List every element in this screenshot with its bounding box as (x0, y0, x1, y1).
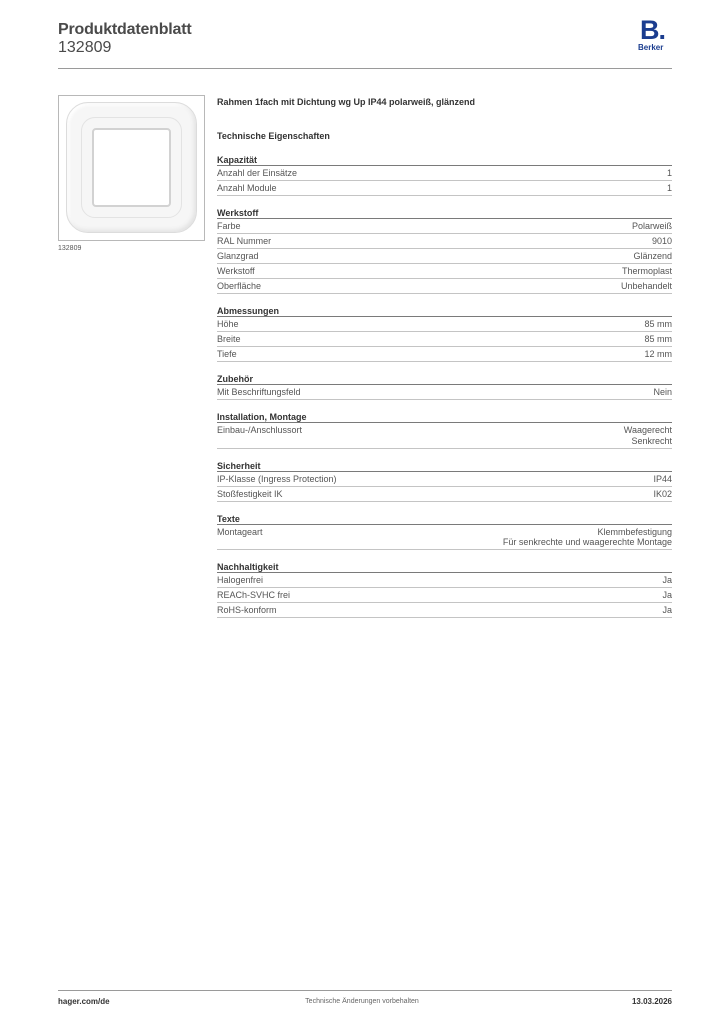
section-title: Sicherheit (217, 460, 672, 472)
footer-divider (58, 990, 672, 991)
spec-section (217, 207, 672, 294)
page-header (58, 15, 672, 70)
spec-label: Farbe (217, 221, 241, 231)
spec-label: RAL Nummer (217, 236, 272, 246)
spec-label: Anzahl Module (217, 183, 277, 193)
spec-value (632, 221, 672, 232)
spec-row (217, 279, 672, 294)
spec-value-line: Ja (662, 605, 672, 615)
spec-label: Montageart (217, 526, 263, 537)
spec-label: REACh-SVHC frei (217, 590, 291, 600)
spec-row (217, 332, 672, 347)
spec-row (217, 588, 672, 603)
spec-value (622, 266, 672, 277)
product-description: Rahmen 1fach mit Dichtung wg Up IP44 polarweiß, glänzend (217, 97, 476, 107)
spec-value (667, 168, 672, 179)
spec-value-line: IP44 (653, 473, 672, 484)
image-caption: 132809 (58, 245, 82, 252)
spec-section (217, 561, 672, 618)
frame-opening (92, 128, 171, 207)
spec-value (633, 251, 672, 262)
spec-value-line: 1 (666, 168, 672, 178)
spec-label: Werkstoff (217, 266, 255, 276)
spec-value-line: IK02 (653, 488, 672, 499)
technical-properties-heading: Technische Eigenschaften (217, 131, 330, 141)
spec-value-line: Nein (653, 387, 672, 397)
spec-label: Mit Beschriftungsfeld (217, 387, 301, 397)
berker-logo (638, 17, 672, 55)
spec-section (217, 460, 672, 502)
spec-label: Tiefe (217, 349, 237, 359)
product-image (58, 95, 205, 241)
spec-label: IP-Klasse (Ingress Protection) (217, 473, 337, 484)
spec-value-line: Für senkrechte und waagerechte Montage (502, 537, 672, 547)
spec-value (662, 605, 672, 616)
spec-label: Glanzgrad (217, 251, 259, 261)
section-title: Nachhaltigkeit (217, 561, 672, 573)
spec-label: Halogenfrei (217, 575, 264, 585)
spec-value (667, 183, 672, 194)
spec-value-line: 85 mm (644, 319, 672, 329)
spec-value-line: Polarweiß (631, 221, 672, 231)
spec-section (217, 373, 672, 400)
section-title: Installation, Montage (217, 411, 672, 423)
spec-row (217, 603, 672, 618)
footer-website[interactable]: hager.com/de (58, 997, 110, 1006)
spec-row (217, 317, 672, 332)
specification-content (217, 95, 672, 618)
spec-label: Stoßfestigkeit IK (217, 488, 283, 499)
spec-value (653, 489, 672, 500)
logo-mark: B. (640, 15, 665, 45)
spec-value (624, 425, 672, 446)
spec-row (217, 249, 672, 264)
spec-row (217, 234, 672, 249)
document-number: 132809 (58, 39, 112, 56)
spec-value-line: Glänzend (633, 251, 672, 261)
spec-value (652, 236, 672, 247)
spec-row (217, 264, 672, 279)
spec-value (653, 474, 672, 485)
spec-row (217, 487, 672, 502)
spec-value (644, 349, 672, 360)
spec-value (662, 575, 672, 586)
spec-row (217, 347, 672, 362)
spec-row (217, 573, 672, 588)
spec-value-line: 9010 (651, 236, 672, 246)
frame-illustration (66, 102, 197, 233)
spec-row (217, 385, 672, 400)
spec-value (644, 334, 672, 345)
footer-notice: Technische Änderungen vorbehalten (305, 998, 419, 1005)
spec-label: Breite (217, 334, 241, 344)
spec-label: Einbau-/Anschlussort (217, 425, 303, 435)
spec-label: RoHS-konform (217, 605, 277, 615)
spec-value-line: Waagerecht (623, 425, 672, 435)
spec-section (217, 154, 672, 196)
spec-row (217, 181, 672, 196)
spec-section (217, 305, 672, 362)
spec-value-line: 1 (666, 183, 672, 193)
specification-sections (217, 154, 672, 618)
spec-value-line: Unbehandelt (620, 281, 672, 291)
section-title: Werkstoff (217, 207, 672, 219)
spec-row (217, 525, 672, 551)
spec-value (621, 281, 672, 292)
spec-row (217, 166, 672, 181)
spec-value-line: 12 mm (644, 349, 672, 359)
section-title: Kapazität (217, 154, 672, 166)
spec-row (217, 219, 672, 234)
header-divider (58, 68, 672, 69)
spec-value-line: Klemmbefestigung (597, 526, 672, 537)
spec-label: Höhe (217, 319, 239, 329)
spec-value (503, 527, 672, 548)
logo-text: Berker (638, 43, 664, 52)
spec-value (662, 590, 672, 601)
spec-row (217, 472, 672, 487)
spec-label: Anzahl der Einsätze (217, 168, 298, 178)
spec-row (217, 423, 672, 449)
spec-value-line: Ja (662, 575, 672, 585)
spec-value (644, 319, 672, 330)
section-title: Zubehör (217, 373, 672, 385)
spec-value-line: 85 mm (644, 334, 672, 344)
spec-section (217, 411, 672, 449)
section-title: Abmessungen (217, 305, 672, 317)
spec-value-line: Thermoplast (621, 266, 672, 276)
document-title: Produktdatenblatt (58, 21, 192, 38)
spec-section (217, 513, 672, 551)
spec-label: Oberfläche (217, 281, 262, 291)
footer-date: 13.03.2026 (631, 997, 672, 1006)
spec-value (653, 387, 672, 398)
spec-value-line: Senkrecht (631, 435, 672, 446)
section-title: Texte (217, 513, 672, 525)
spec-value-line: Ja (662, 590, 672, 600)
